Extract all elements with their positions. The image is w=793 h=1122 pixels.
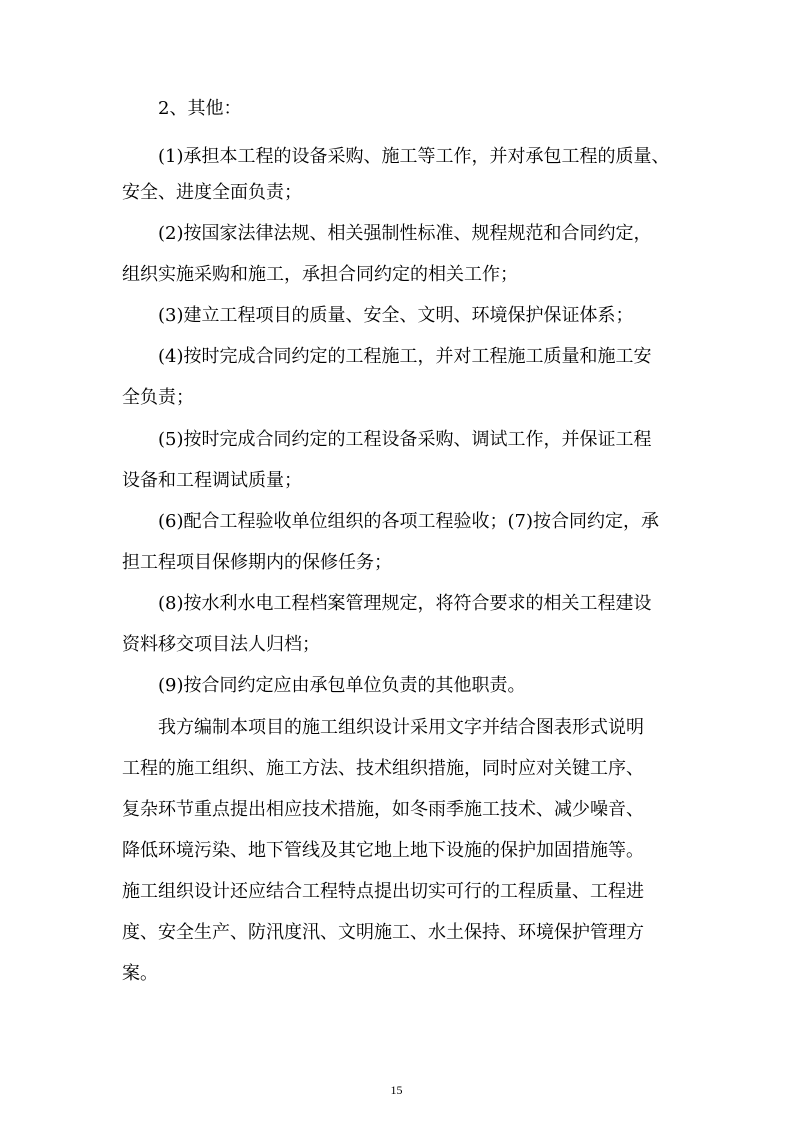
- section-heading: 2、其他：: [158, 98, 242, 119]
- text-line: 施工组织设计还应结合工程特点提出切实可行的工程质量、工程进: [122, 881, 644, 902]
- text-line: (2)按国家法律法规、相关强制性标准、规程规范和合同约定，: [158, 223, 652, 244]
- text-line: (5)按时完成合同约定的工程设备采购、调试工作，并保证工程: [158, 429, 652, 450]
- text-line: (9)按合同约定应由承包单位负责的其他职责。: [158, 675, 526, 696]
- text-line: (8)按水利水电工程档案管理规定，将符合要求的相关工程建设: [158, 593, 652, 614]
- text-line: 度、安全生产、防汛度汛、文明施工、水土保持、环境保护管理方: [122, 922, 644, 943]
- text-line: 工程的施工组织、施工方法、技术组织措施，同时应对关键工序、: [122, 758, 644, 779]
- text-line: 设备和工程调试质量；: [122, 470, 302, 491]
- text-line: 担工程项目保修期内的保修任务；: [122, 552, 392, 573]
- text-line: 安全、进度全面负责；: [122, 182, 302, 203]
- text-line: 资料移交项目法人归档；: [122, 634, 320, 655]
- text-line: 案。: [122, 963, 158, 984]
- text-line: (6)配合工程验收单位组织的各项工程验收；(7)按合同约定，承: [158, 511, 659, 532]
- text-line: 复杂环节重点提出相应技术措施，如冬雨季施工技术、减少噪音、: [122, 799, 644, 820]
- page-number: 15: [390, 1083, 403, 1097]
- text-line: 全负责；: [122, 387, 194, 408]
- text-line: 组织实施采购和施工，承担合同约定的相关工作；: [122, 264, 518, 285]
- text-line: 降低环境污染、地下管线及其它地上地下设施的保护加固措施等。: [122, 840, 644, 861]
- text-line: 我方编制本项目的施工组织设计采用文字并结合图表形式说明: [158, 717, 644, 738]
- text-line: (3)建立工程项目的质量、安全、文明、环境保护保证体系；: [158, 305, 634, 326]
- text-line: (4)按时完成合同约定的工程施工，并对工程施工质量和施工安: [158, 346, 652, 367]
- text-line: (1)承担本工程的设备采购、施工等工作，并对承包工程的质量、: [158, 146, 670, 167]
